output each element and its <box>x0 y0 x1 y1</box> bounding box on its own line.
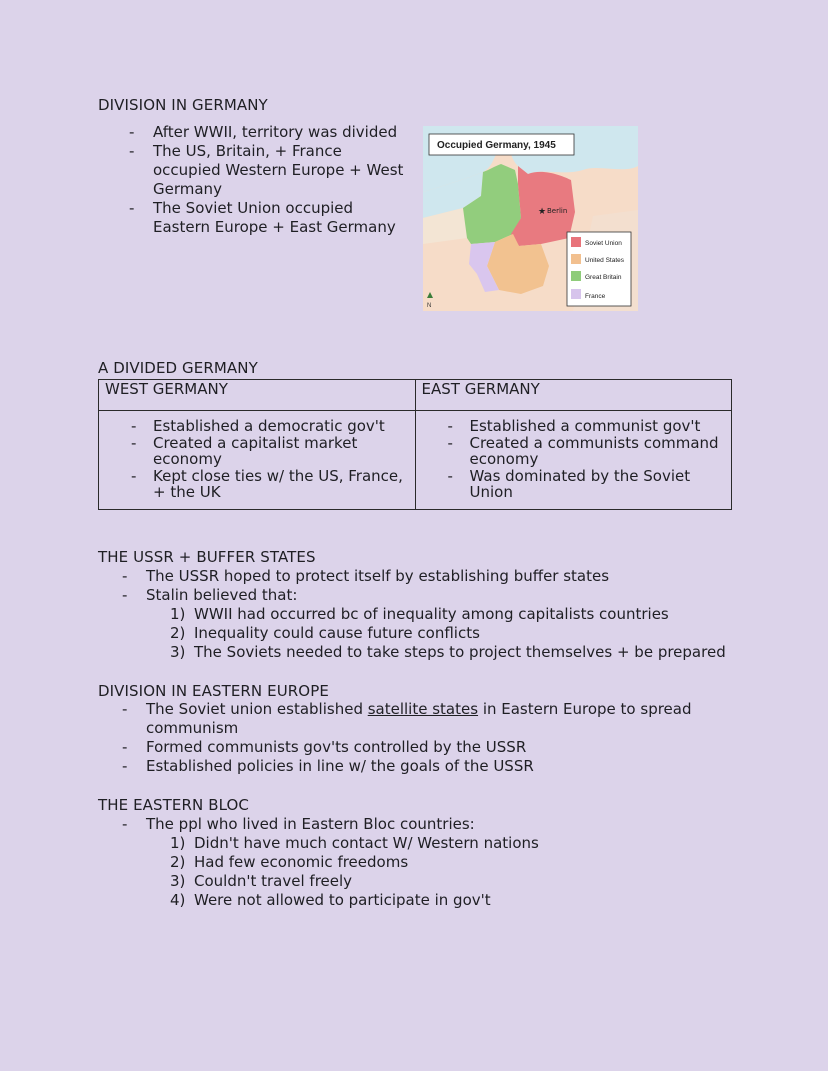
list-item: - Was dominated by the Soviet Union <box>422 468 726 501</box>
numbered-item <box>170 853 722 872</box>
eastern-bloc-list <box>122 815 722 910</box>
section-heading-eastern-europe: DIVISION IN EASTERN EUROPE <box>98 682 329 700</box>
list-item: - Established a democratic gov't <box>105 418 409 435</box>
map-graphic <box>423 126 638 311</box>
legend-label-soviet: Soviet Union <box>585 240 622 247</box>
eastern-europe-list <box>122 700 722 776</box>
list-item: - The USSR hoped to protect itself by establishing buffer states <box>122 567 762 586</box>
legend-swatch-france <box>571 289 581 299</box>
numbered-item <box>170 834 722 853</box>
comparison-table <box>98 379 732 510</box>
list-item: - The US, Britain, + France occupied Western Europe + West Germany <box>129 142 414 199</box>
list-item: - After WWII, territory was divided <box>129 123 414 142</box>
map-title: Occupied Germany, 1945 <box>437 140 556 151</box>
item-text: Inequality could cause future conflicts <box>194 624 480 642</box>
text-segment: in Eastern Europe to spread communism <box>146 700 692 737</box>
legend-label-britain: Great Britain <box>585 274 622 281</box>
west-germany-header: WEST GERMANY <box>99 380 416 411</box>
list-item-text: The ppl who lived in Eastern Bloc countries: <box>146 815 475 833</box>
soviet-zone <box>511 166 575 246</box>
list-item: - Established policies in line w/ the goals of the USSR <box>122 757 722 776</box>
list-item: - Formed communists gov'ts controlled by the USSR <box>122 738 722 757</box>
list-item: - Established a communist gov't <box>422 418 726 435</box>
berlin-star-icon: ★ <box>538 207 547 217</box>
legend-swatch-us <box>571 254 581 264</box>
list-item-text: Stalin believed that: <box>146 586 298 604</box>
list-item <box>122 586 762 662</box>
item-number: 2) <box>170 853 186 871</box>
legend-swatch-britain <box>571 271 581 281</box>
numbered-item <box>170 605 762 624</box>
eastern-bloc-conditions-list <box>170 834 722 910</box>
item-number: 1) <box>170 605 186 623</box>
item-number: 3) <box>170 872 186 890</box>
item-text: WWII had occurred bc of inequality among capitalists countries <box>194 605 669 623</box>
item-text: Had few economic freedoms <box>194 853 409 871</box>
division-germany-list <box>129 123 414 237</box>
west-germany-cell <box>99 411 416 510</box>
table-row <box>99 411 732 510</box>
satellite-states-term: satellite states <box>367 700 479 718</box>
stalin-beliefs-list <box>170 605 762 662</box>
section-heading-eastern-bloc: THE EASTERN BLOC <box>98 796 249 814</box>
item-text: Didn't have much contact W/ Western nations <box>194 834 539 852</box>
occupied-germany-map <box>423 126 638 311</box>
section-heading-divided-germany: A DIVIDED GERMANY <box>98 359 258 377</box>
item-number: 3) <box>170 643 186 661</box>
item-text: Were not allowed to participate in gov't <box>194 891 491 909</box>
list-item <box>122 815 722 910</box>
list-item: - Kept close ties w/ the US, France, + the UK <box>105 468 409 501</box>
ussr-buffer-list <box>122 567 762 662</box>
section-heading-ussr-buffer: THE USSR + BUFFER STATES <box>98 548 316 566</box>
legend-label-us: United States <box>585 257 625 264</box>
north-label: N <box>427 303 432 309</box>
legend-label-france: France <box>585 293 606 300</box>
list-item: - The Soviet Union occupied Eastern Europe + East Germany <box>129 199 414 237</box>
list-item <box>122 700 722 738</box>
item-text: The Soviets needed to take steps to project themselves + be prepared <box>194 643 726 661</box>
legend-swatch-soviet <box>571 237 581 247</box>
item-number: 1) <box>170 834 186 852</box>
item-number: 2) <box>170 624 186 642</box>
list-item: - Created a communists command economy <box>422 435 726 468</box>
table-header-row <box>99 380 732 411</box>
numbered-item <box>170 643 762 662</box>
text-segment: The Soviet union established <box>146 700 368 718</box>
east-germany-cell <box>415 411 732 510</box>
item-text: Couldn't travel freely <box>194 872 353 890</box>
numbered-item <box>170 891 722 910</box>
numbered-item <box>170 624 762 643</box>
section-heading-division-germany: DIVISION IN GERMANY <box>98 96 268 114</box>
east-germany-header: EAST GERMANY <box>415 380 732 411</box>
numbered-item <box>170 872 722 891</box>
berlin-label: Berlin <box>547 207 568 215</box>
list-item: - Created a capitalist market economy <box>105 435 409 468</box>
item-number: 4) <box>170 891 186 909</box>
